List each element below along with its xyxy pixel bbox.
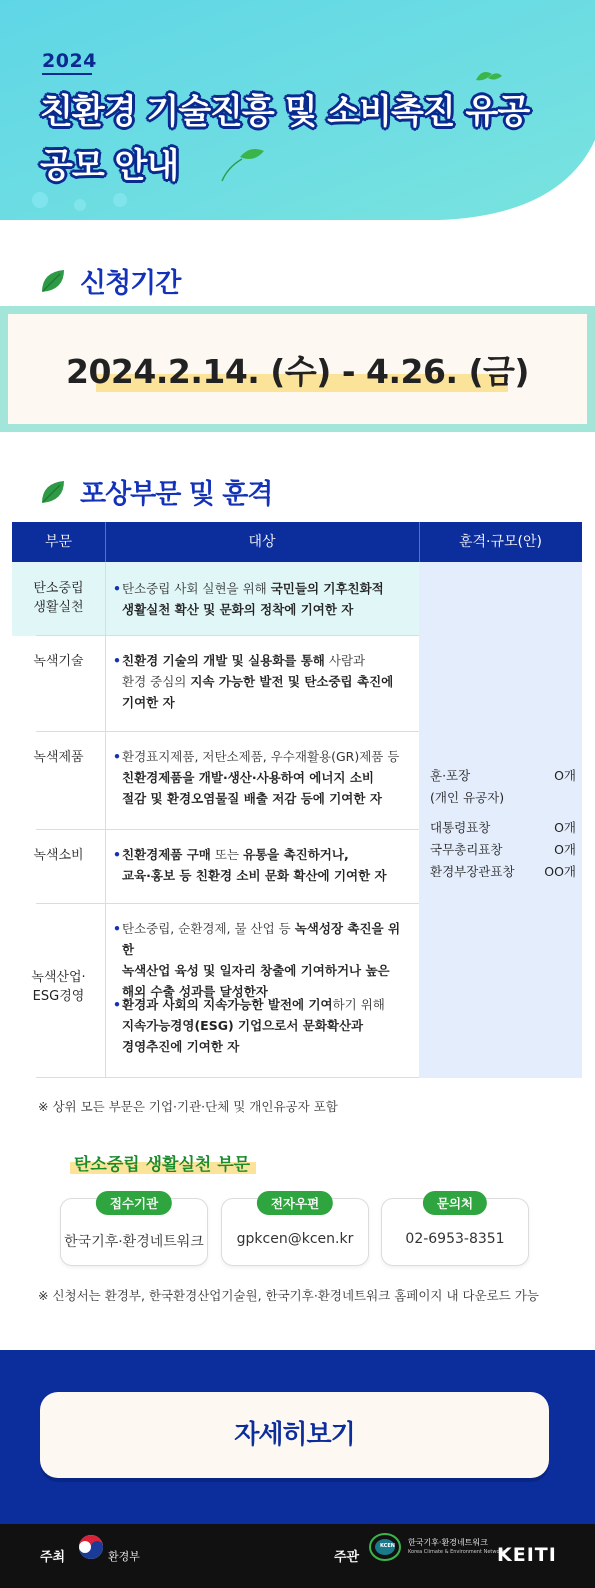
category-line: ESG경영 bbox=[32, 989, 85, 1004]
category-green-tech: 녹색기술 bbox=[33, 654, 84, 669]
leaf-swirl-icon bbox=[218, 145, 268, 185]
target-description bbox=[113, 918, 412, 1002]
contact-card bbox=[381, 1198, 529, 1266]
desc-bold: 녹색산업 육성 및 일자리 창출에 기여하거나 높은 bbox=[122, 963, 390, 978]
reward-count: O개 bbox=[554, 842, 576, 857]
table-header bbox=[12, 522, 582, 562]
email-card bbox=[221, 1198, 369, 1266]
desc-bold: 친환경 기술의 개발 및 실용화를 통해 bbox=[122, 653, 325, 668]
banner-year: 2024 bbox=[42, 50, 97, 72]
host-org-name: 환경부 bbox=[108, 1550, 140, 1563]
target-description bbox=[113, 994, 412, 1057]
desc-bold: 해외 수출 성과를 달성한자 bbox=[122, 984, 268, 999]
desc-bold: 환경과 사회의 지속가능한 발전에 기여 bbox=[122, 997, 333, 1012]
row-divider bbox=[36, 1077, 419, 1078]
desc-bold: 생활실천 확산 및 문화의 정착에 기여한 자 bbox=[122, 602, 354, 617]
bullet-icon: • bbox=[113, 921, 121, 936]
column-divider bbox=[105, 562, 106, 1078]
category-green-industry-esg bbox=[12, 968, 105, 1006]
application-period-dates: 2024.2.14. (수) - 4.26. (금) bbox=[65, 352, 530, 391]
target-description bbox=[113, 650, 412, 713]
kcen-badge-text: KCEN bbox=[380, 1543, 395, 1549]
category-line: 탄소중립 bbox=[33, 581, 84, 596]
period-box-inner bbox=[8, 314, 587, 424]
bullet-icon: • bbox=[113, 581, 121, 596]
bullet-icon: • bbox=[113, 847, 121, 862]
reward-count: O개 bbox=[554, 768, 576, 783]
row-divider bbox=[36, 903, 419, 904]
bullet-icon: • bbox=[113, 997, 121, 1012]
desc-bold: 친환경제품 구매 bbox=[122, 847, 211, 862]
desc-bold: 교육·홍보 등 친환경 소비 문화 확산에 기여한 자 bbox=[122, 868, 387, 883]
reward-list bbox=[430, 765, 576, 883]
award-note: ※ 상위 모든 부문은 기업·기관·단체 및 개인유공자 포함 bbox=[38, 1099, 338, 1114]
leaf-icon bbox=[40, 479, 66, 505]
footer bbox=[0, 1524, 595, 1588]
kcen-english-name: Korea Climate & Environment Network bbox=[408, 1549, 505, 1555]
card-tag: 문의처 bbox=[423, 1191, 487, 1215]
card-value: 한국기후·환경네트워크 bbox=[64, 1234, 204, 1250]
desc-bold: 친환경제품을 개발·생산·사용하여 에너지 소비 bbox=[122, 770, 374, 785]
category-green-product: 녹색제품 bbox=[33, 750, 84, 765]
row-divider bbox=[36, 829, 419, 830]
category-line: 생활실천 bbox=[33, 600, 84, 615]
target-description bbox=[113, 746, 412, 809]
reward-count: OO개 bbox=[544, 864, 576, 879]
reward-row bbox=[430, 839, 576, 861]
desc-text: 환경표지제품, 저탄소제품, 우수재활용(GR)제품 등 bbox=[122, 749, 400, 764]
year-underline bbox=[42, 73, 92, 75]
banner-title-line1: 친환경 기술진흥 및 소비촉진 유공 bbox=[40, 92, 530, 132]
desc-bold: 경영추진에 기여한 자 bbox=[122, 1039, 240, 1054]
reward-row bbox=[430, 861, 576, 883]
desc-bold: 국민들의 기후친화적 bbox=[270, 581, 384, 596]
reward-row bbox=[430, 765, 576, 787]
card-tag: 접수기관 bbox=[96, 1191, 172, 1215]
desc-bold: 유통을 촉진하거나, bbox=[243, 847, 349, 862]
col-header-category: 부문 bbox=[44, 534, 73, 550]
bullet-icon: • bbox=[113, 653, 121, 668]
category-green-consumption: 녹색소비 bbox=[33, 848, 84, 863]
organizer-label: 주관 bbox=[334, 1550, 360, 1565]
header-banner bbox=[0, 0, 595, 225]
reward-spacer bbox=[430, 809, 576, 817]
desc-bold: 기여한 자 bbox=[122, 695, 175, 710]
desc-text: 사람과 bbox=[324, 653, 366, 668]
category-line: 녹색산업· bbox=[31, 970, 86, 985]
award-heading-text: 포상부문 및 훈격 bbox=[80, 479, 273, 510]
reward-name: 국무총리표창 bbox=[430, 842, 503, 857]
carbon-subheading: 탄소중립 생활실천 부문 bbox=[74, 1155, 251, 1175]
desc-text: 하기 위해 bbox=[332, 997, 385, 1012]
award-section-heading bbox=[40, 472, 272, 511]
desc-bold: 지속 가능한 발전 및 탄소중립 촉진에 bbox=[190, 674, 394, 689]
banner-title-line2: 공모 안내 bbox=[40, 146, 179, 186]
taegeuk-logo-icon bbox=[78, 1534, 104, 1560]
host-label: 주최 bbox=[40, 1550, 66, 1565]
leaf-decoration-icon bbox=[474, 68, 504, 88]
period-section-heading bbox=[40, 261, 180, 300]
card-tag: 전자우편 bbox=[257, 1191, 333, 1215]
phone-number: 02-6953-8351 bbox=[405, 1231, 505, 1247]
desc-text: 탄소중립, 순환경제, 물 산업 등 bbox=[122, 921, 295, 936]
reward-row bbox=[430, 787, 576, 809]
desc-bold: 절감 및 환경오염물질 배출 저감 등에 기여한 자 bbox=[122, 791, 382, 806]
download-note: ※ 신청서는 환경부, 한국환경산업기술원, 한국기후·환경네트워크 홈페이지 내 다운로드 가능 bbox=[38, 1288, 539, 1303]
reward-name: 훈·포장 bbox=[430, 768, 471, 783]
col-header-target: 대상 bbox=[248, 534, 276, 550]
bullet-icon: • bbox=[113, 749, 121, 764]
period-box bbox=[0, 306, 595, 432]
kcen-name: 한국기후·환경네트워크 bbox=[408, 1538, 488, 1547]
reception-card bbox=[60, 1198, 208, 1266]
reward-name: (개인 유공자) bbox=[430, 790, 505, 805]
reward-name: 환경부장관표창 bbox=[430, 864, 515, 879]
reward-row bbox=[430, 817, 576, 839]
col-header-reward: 훈격·규모(안) bbox=[459, 534, 542, 550]
target-description bbox=[113, 578, 412, 620]
desc-text: 환경 중심의 bbox=[122, 674, 191, 689]
email-link[interactable]: gpkcen@kcen.kr bbox=[236, 1231, 354, 1247]
row-divider bbox=[36, 635, 419, 636]
row-divider bbox=[36, 731, 419, 732]
desc-text: 또는 bbox=[210, 847, 243, 862]
reward-count: O개 bbox=[554, 820, 576, 835]
desc-text: 탄소중립 사회 실현을 위해 bbox=[122, 581, 271, 596]
target-description bbox=[113, 844, 412, 886]
period-heading-text: 신청기간 bbox=[80, 268, 181, 299]
view-details-button[interactable]: 자세히보기 bbox=[40, 1392, 549, 1478]
reward-name: 대통령표창 bbox=[430, 820, 491, 835]
leaf-icon bbox=[40, 268, 66, 294]
keiti-logo: KEITI bbox=[497, 1544, 557, 1566]
desc-bold: 녹색성장 촉진을 위한 bbox=[122, 921, 401, 957]
desc-bold: 지속가능경영(ESG) 기업으로서 문화확산과 bbox=[122, 1018, 364, 1033]
category-carbon-neutral bbox=[12, 579, 105, 617]
